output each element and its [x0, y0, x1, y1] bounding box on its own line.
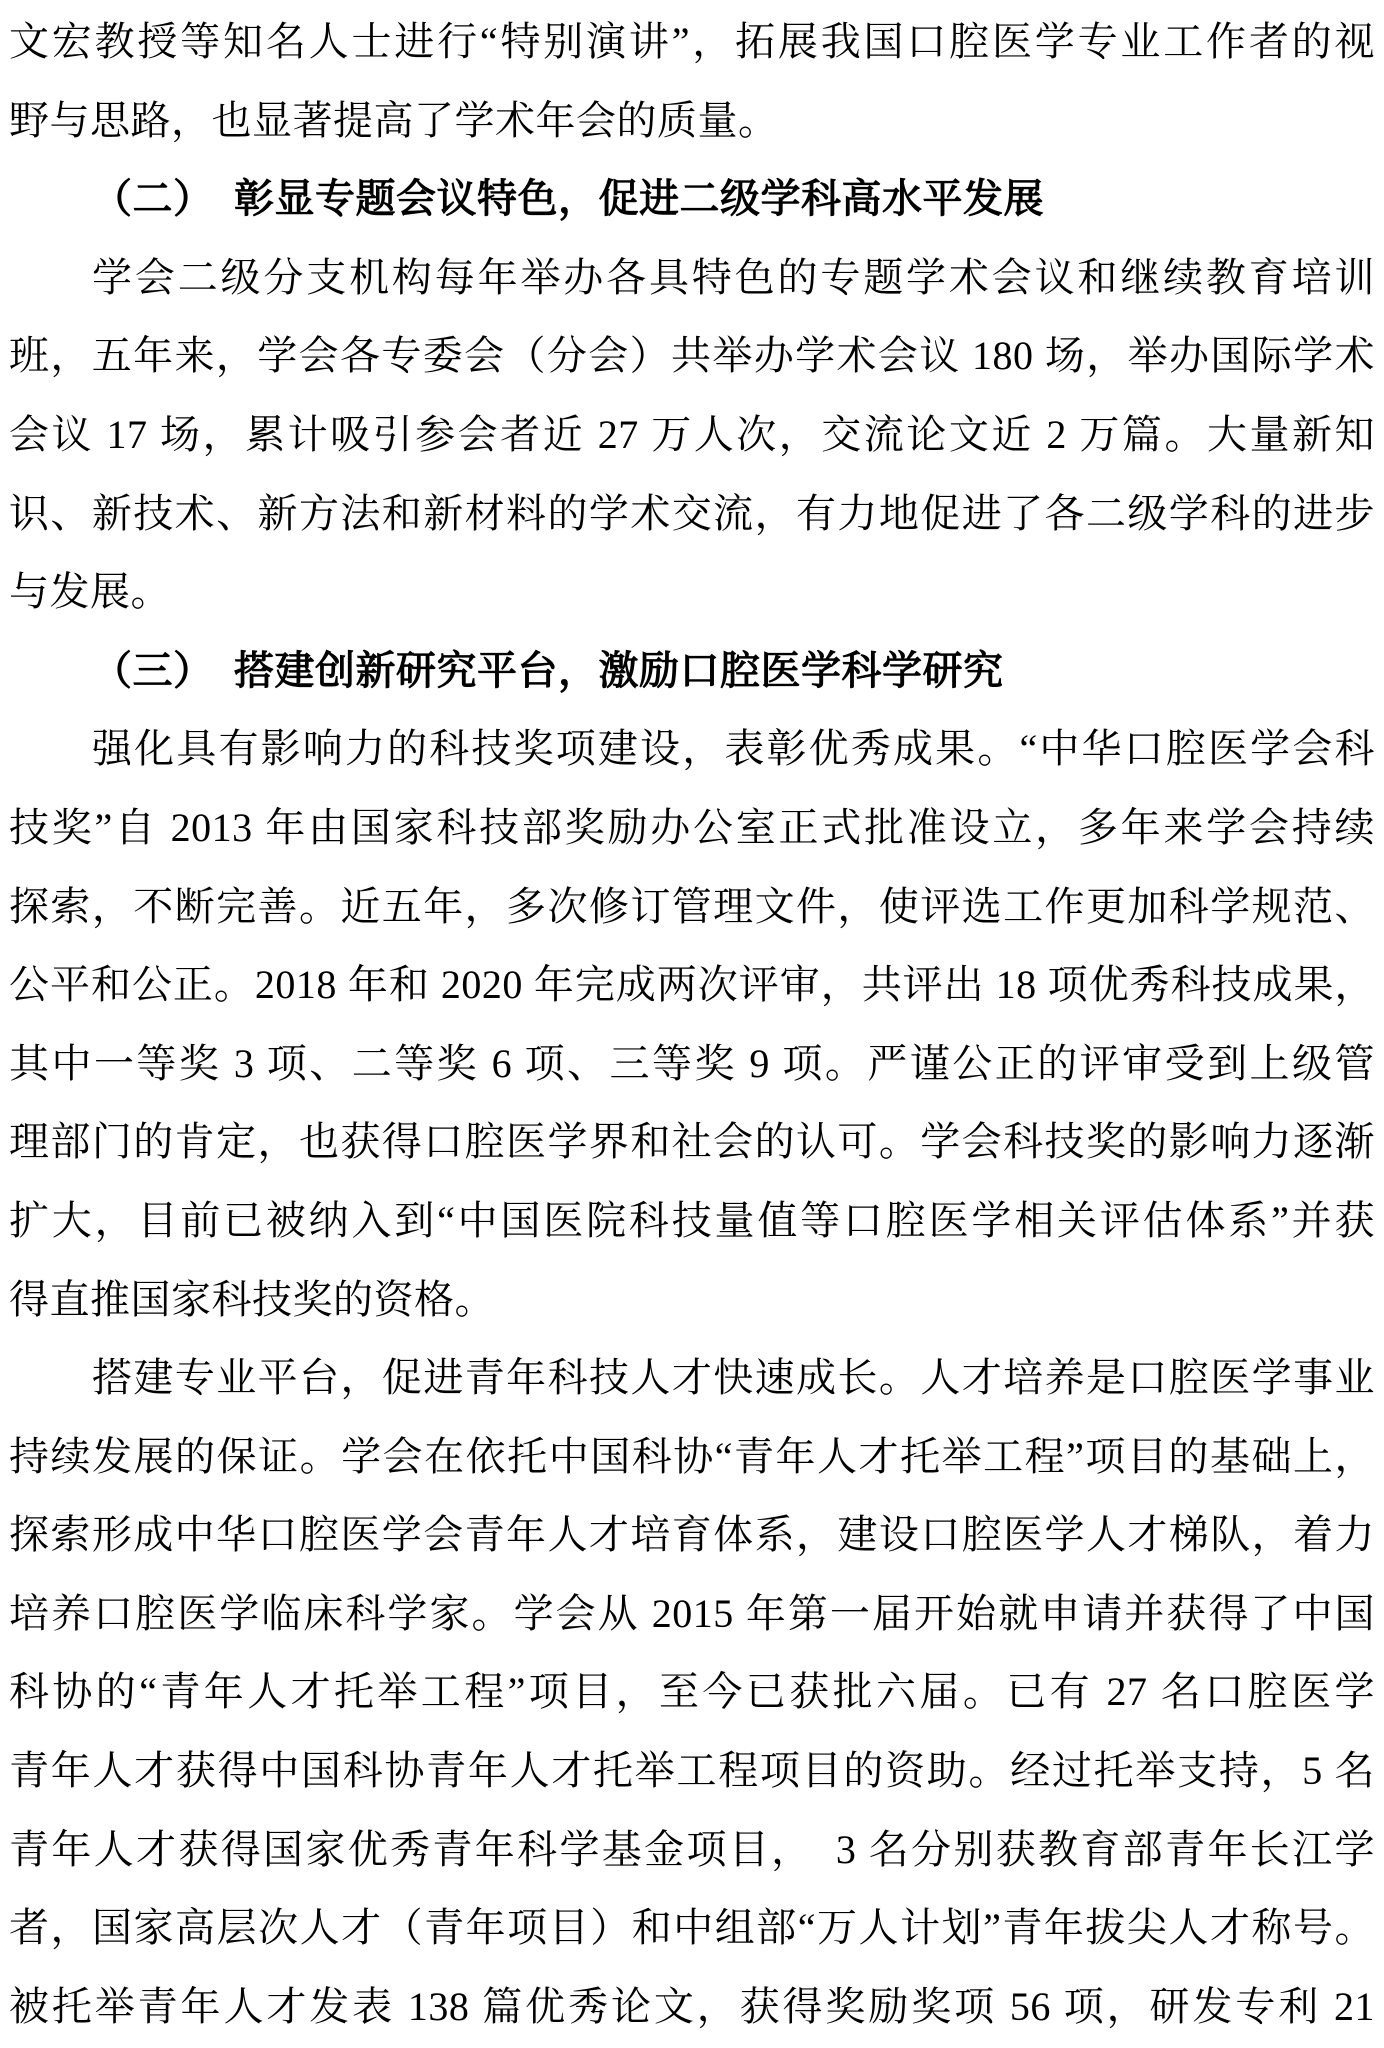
text-line: 会议 17 场，累计吸引参会者近 27 万人次，交流论文近 2 万篇。大量新知: [9, 411, 1375, 457]
text-line: 技奖”自 2013 年由国家科技部奖励办公室正式批准设立，多年来学会持续: [9, 804, 1375, 850]
text-line: 其中一等奖 3 项、二等奖 6 项、三等奖 9 项。严谨公正的评审受到上级管: [9, 1040, 1375, 1086]
text-line: 与发展。: [9, 569, 171, 615]
text-line: 得直推国家科技奖的资格。: [9, 1276, 495, 1322]
text-line: 扩大，目前已被纳入到“中国医院科技量值等口腔医学相关评估体系”并获: [9, 1197, 1375, 1243]
text-line: 持续发展的保证。学会在依托中国科协“青年人才托举工程”项目的基础上，: [9, 1433, 1375, 1479]
text-line: 探索形成中华口腔医学会青年人才培育体系，建设口腔医学人才梯队，着力: [9, 1512, 1375, 1558]
text-line: 野与思路，也显著提高了学术年会的质量。: [9, 97, 779, 143]
text-line: 学会二级分支机构每年举办各具特色的专题学术会议和继续教育培训: [92, 254, 1375, 300]
text-line: 青年人才获得中国科协青年人才托举工程项目的资助。经过托举支持，5 名: [9, 1748, 1375, 1794]
section-heading: （二） 彰显专题会议特色，促进二级学科高水平发展: [92, 176, 1044, 222]
text-line: 班，五年来，学会各专委会（分会）共举办学术会议 180 场，举办国际学术: [9, 333, 1375, 379]
text-line: 公平和公正。2018 年和 2020 年完成两次评审，共评出 18 项优秀科技成果，: [9, 962, 1375, 1008]
text-line: 者，国家高层次人才（青年项目）和中组部“万人计划”青年拔尖人才称号。: [9, 1905, 1375, 1951]
text-line: 科协的“青年人才托举工程”项目，至今已获批六届。已有 27 名口腔医学: [9, 1669, 1375, 1715]
text-line: 培养口腔医学临床科学家。学会从 2015 年第一届开始就申请并获得了中国: [9, 1590, 1375, 1636]
text-line: 强化具有影响力的科技奖项建设，表彰优秀成果。“中华口腔医学会科: [92, 726, 1375, 772]
text-line: 理部门的肯定，也获得口腔医学界和社会的认可。学会科技奖的影响力逐渐: [9, 1119, 1375, 1165]
text-line: 识、新技术、新方法和新材料的学术交流，有力地促进了各二级学科的进步: [9, 490, 1375, 536]
section-heading: （三） 搭建创新研究平台，激励口腔医学科学研究: [92, 647, 1004, 693]
text-line: 青年人才获得国家优秀青年科学基金项目， 3 名分别获教育部青年长江学: [9, 1826, 1375, 1872]
text-line: 探索，不断完善。近五年，多次修订管理文件，使评选工作更加科学规范、: [9, 883, 1375, 929]
text-line: 搭建专业平台，促进青年科技人才快速成长。人才培养是口腔医学事业: [92, 1355, 1375, 1401]
text-line: 文宏教授等知名人士进行“特别演讲”，拓展我国口腔医学专业工作者的视: [9, 19, 1375, 64]
text-line: 被托举青年人才发表 138 篇优秀论文，获得奖励奖项 56 项，研发专利 21: [9, 1983, 1375, 2029]
